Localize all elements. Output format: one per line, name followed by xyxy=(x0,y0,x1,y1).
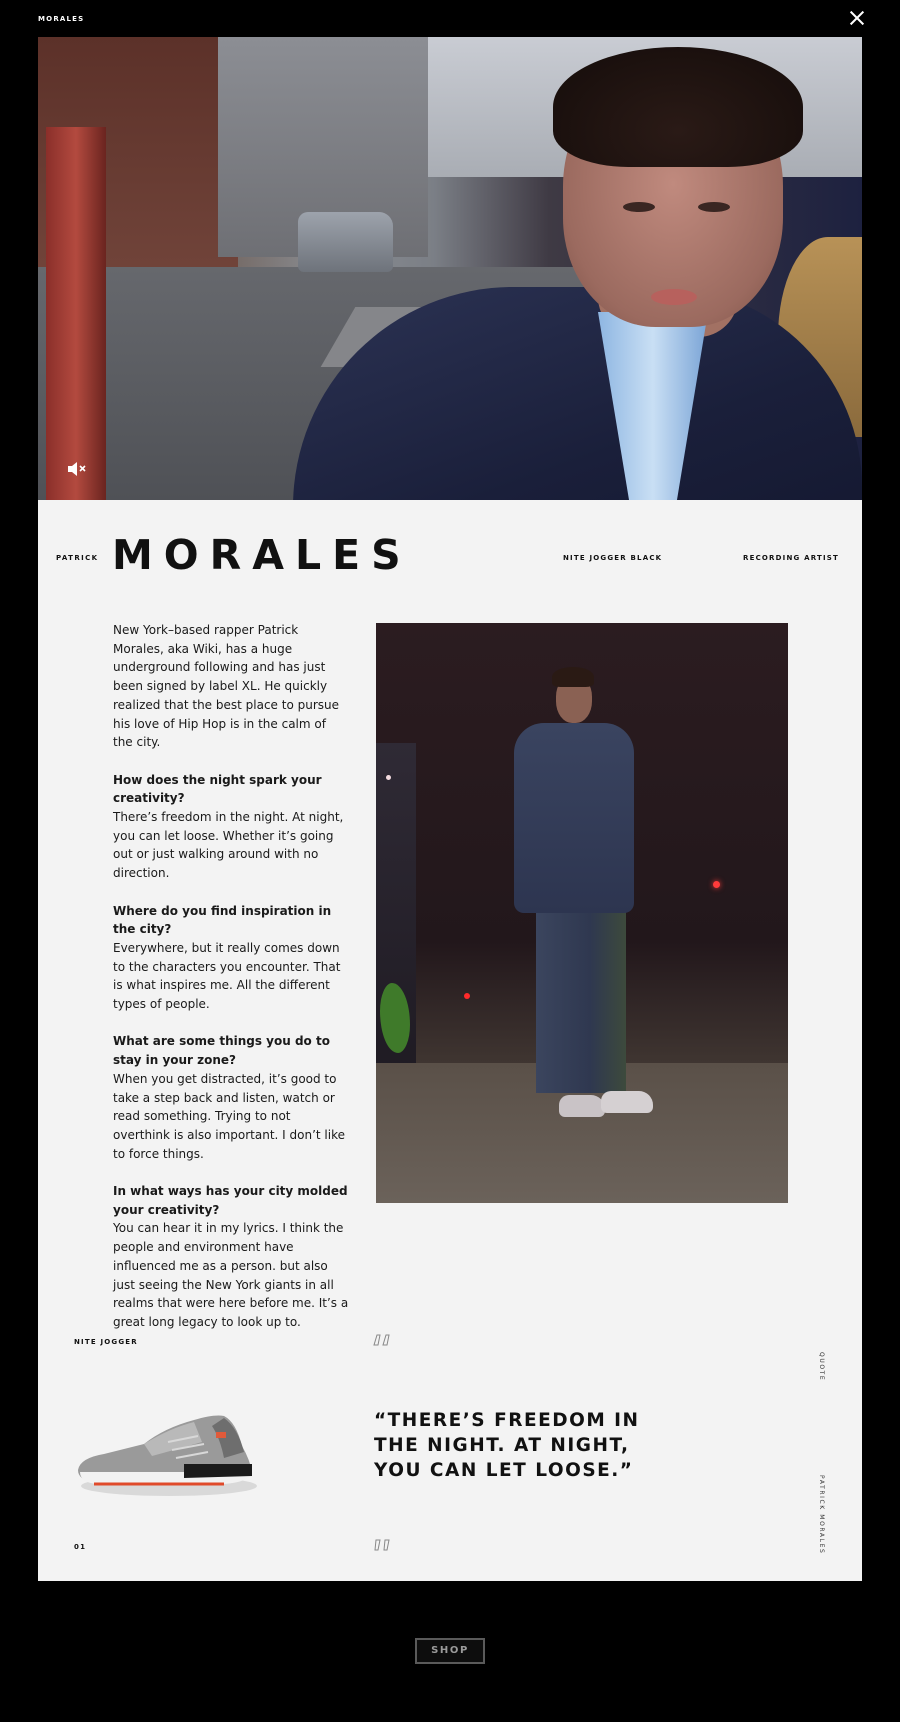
photo-scene-hair xyxy=(552,667,594,687)
qa-block xyxy=(113,902,349,1014)
photo-scene-light xyxy=(713,881,720,888)
question: Where do you find inspiration in the city? xyxy=(113,903,332,937)
artist-first-name: PATRICK xyxy=(56,554,99,562)
photo-scene-pants xyxy=(536,903,626,1093)
brand-title: MORALES xyxy=(38,15,85,23)
video-scene-pole xyxy=(46,127,106,500)
video-scene-mouth xyxy=(651,289,697,305)
photo-scene-light xyxy=(464,993,470,999)
sneaker-image[interactable] xyxy=(74,1398,264,1508)
answer: There’s freedom in the night. At night, you can let loose. Whether it’s going out or just walking around with no direction. xyxy=(113,810,344,881)
interview-text xyxy=(113,621,349,1350)
artist-photo xyxy=(376,623,788,1203)
answer: When you get distracted, it’s good to take a step back and listen, watch or read something. Trying to not overthink is also important. I don’t like to force things. xyxy=(113,1071,346,1161)
artist-role: RECORDING ARTIST xyxy=(743,554,839,562)
qa-block xyxy=(113,1032,349,1163)
intro-paragraph: New York–based rapper Patrick Morales, aka Wiki, has a huge underground following and has just been signed by label XL. He quickly realized that the best place to pursue his love of Hip Hop is in the calm of the city. xyxy=(113,623,340,750)
feature-product-label: NITE JOGGER xyxy=(74,1338,138,1346)
video-scene-eye xyxy=(698,202,730,212)
quote-side-label: QUOTE xyxy=(818,1352,825,1382)
qa-block xyxy=(113,771,349,883)
close-quote-icon xyxy=(373,1537,391,1551)
answer: You can hear it in my lyrics. I think the people and environment have influenced me as a person. but also just seeing the New York giants in all realms that were here before me. It’s a great long legacy to look up to. xyxy=(113,1221,349,1329)
video-scene-hair xyxy=(553,47,803,167)
photo-scene-shoe xyxy=(601,1091,653,1113)
pull-quote: “THERE’S FREEDOM IN THE NIGHT. AT NIGHT, YOU CAN LET LOOSE.” xyxy=(374,1410,640,1481)
video-player[interactable] xyxy=(38,37,862,500)
shoe-model: NITE JOGGER BLACK xyxy=(563,554,663,562)
question: In what ways has your city molded your creativity? xyxy=(113,1184,348,1217)
answer: Everywhere, but it really comes down to the characters you encounter. That is what inspires me. All the different types of people. xyxy=(113,940,341,1012)
shop-button[interactable]: SHOP xyxy=(415,1638,485,1664)
qa-block xyxy=(113,1182,349,1332)
photo-scene-shoe xyxy=(559,1095,605,1117)
quote-author: PATRICK MORALES xyxy=(818,1475,825,1555)
photo-scene-light xyxy=(386,775,391,780)
article-panel xyxy=(38,500,862,1581)
video-scene-eye xyxy=(623,202,655,212)
top-bar xyxy=(0,0,900,37)
video-scene-car xyxy=(298,212,393,272)
feature-index: 01 xyxy=(74,1543,87,1551)
artist-last-name: MORALES xyxy=(112,531,412,579)
question: How does the night spark your creativity? xyxy=(113,772,322,806)
photo-scene-jacket xyxy=(514,723,634,913)
open-quote-icon xyxy=(373,1332,391,1346)
question: What are some things you do to stay in your zone? xyxy=(113,1034,330,1068)
speaker-mute-icon[interactable] xyxy=(66,460,88,478)
close-icon[interactable] xyxy=(850,11,864,25)
